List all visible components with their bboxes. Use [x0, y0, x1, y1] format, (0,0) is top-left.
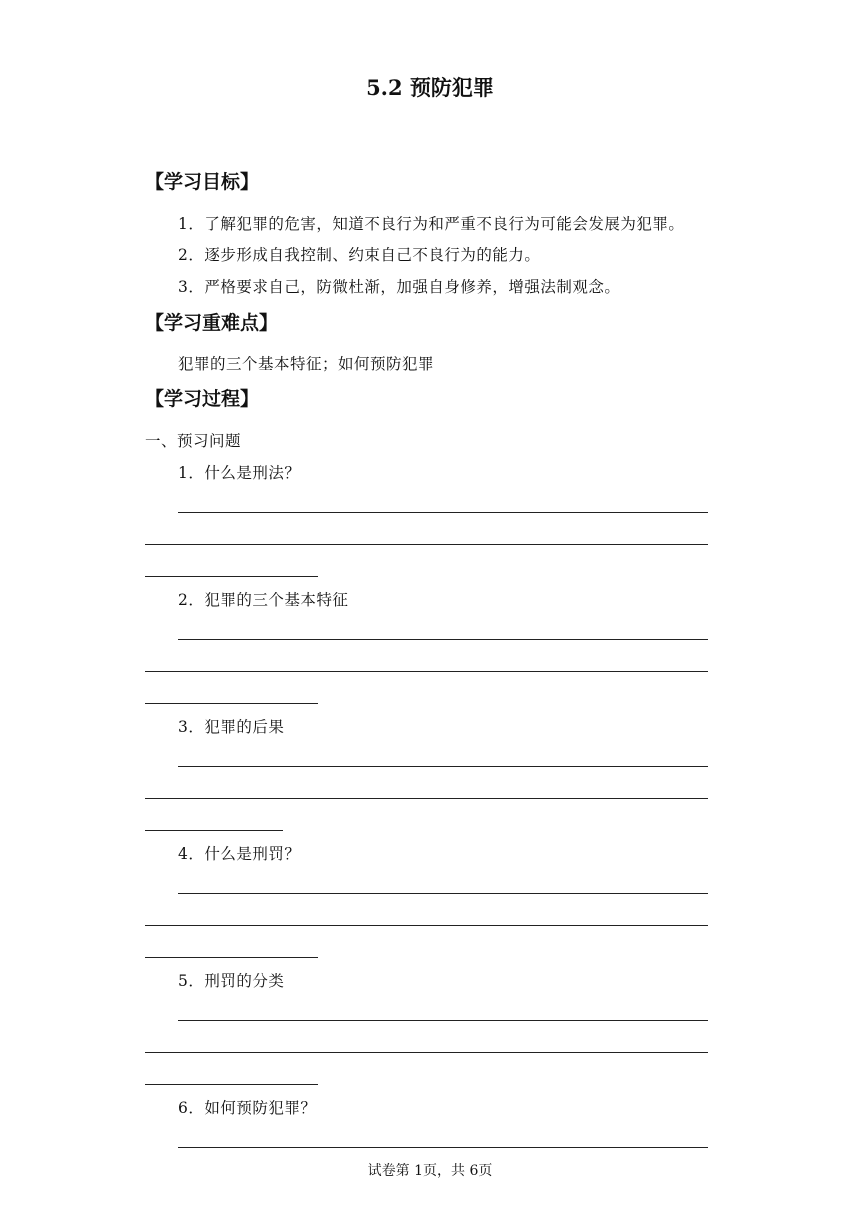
question-label: 1．什么是刑法？: [178, 464, 301, 482]
goal-item: 3．严格要求自己，防微杜渐，加强自身修养，增强法制观念。: [178, 278, 621, 296]
answer-line[interactable]: [145, 1084, 318, 1085]
preview-heading: 一、预习问题: [145, 432, 242, 450]
answer-line[interactable]: [145, 925, 708, 926]
answer-line[interactable]: [178, 1020, 708, 1021]
section-heading-process: 【学习过程】: [145, 388, 260, 410]
answer-line[interactable]: [145, 1052, 708, 1053]
question-label: 3．犯罪的后果: [178, 718, 285, 736]
question-label: 6．如何预防犯罪？: [178, 1099, 317, 1117]
answer-line[interactable]: [145, 576, 318, 577]
goal-item: 1．了解犯罪的危害，知道不良行为和严重不良行为可能会发展为犯罪。: [178, 215, 685, 233]
answer-line[interactable]: [145, 703, 318, 704]
page-footer: 试卷第 1页，共 6页: [367, 1163, 493, 1179]
answer-line[interactable]: [178, 893, 708, 894]
answer-line[interactable]: [178, 1147, 708, 1148]
key-points-text: 犯罪的三个基本特征；如何预防犯罪: [178, 355, 435, 373]
answer-line[interactable]: [178, 512, 708, 513]
question-label: 5．刑罚的分类: [178, 972, 285, 990]
goal-item: 2．逐步形成自我控制、约束自己不良行为的能力。: [178, 246, 541, 264]
answer-line[interactable]: [178, 766, 708, 767]
answer-line[interactable]: [145, 798, 708, 799]
answer-line[interactable]: [145, 830, 283, 831]
question-label: 4．什么是刑罚？: [178, 845, 301, 863]
question-label: 2．犯罪的三个基本特征: [178, 591, 349, 609]
answer-line[interactable]: [178, 639, 708, 640]
answer-line[interactable]: [145, 544, 708, 545]
section-heading-goals: 【学习目标】: [145, 171, 260, 193]
answer-line[interactable]: [145, 957, 318, 958]
section-heading-key-points: 【学习重难点】: [145, 312, 279, 334]
page-title: 5.2 预防犯罪: [366, 75, 494, 100]
answer-line[interactable]: [145, 671, 708, 672]
